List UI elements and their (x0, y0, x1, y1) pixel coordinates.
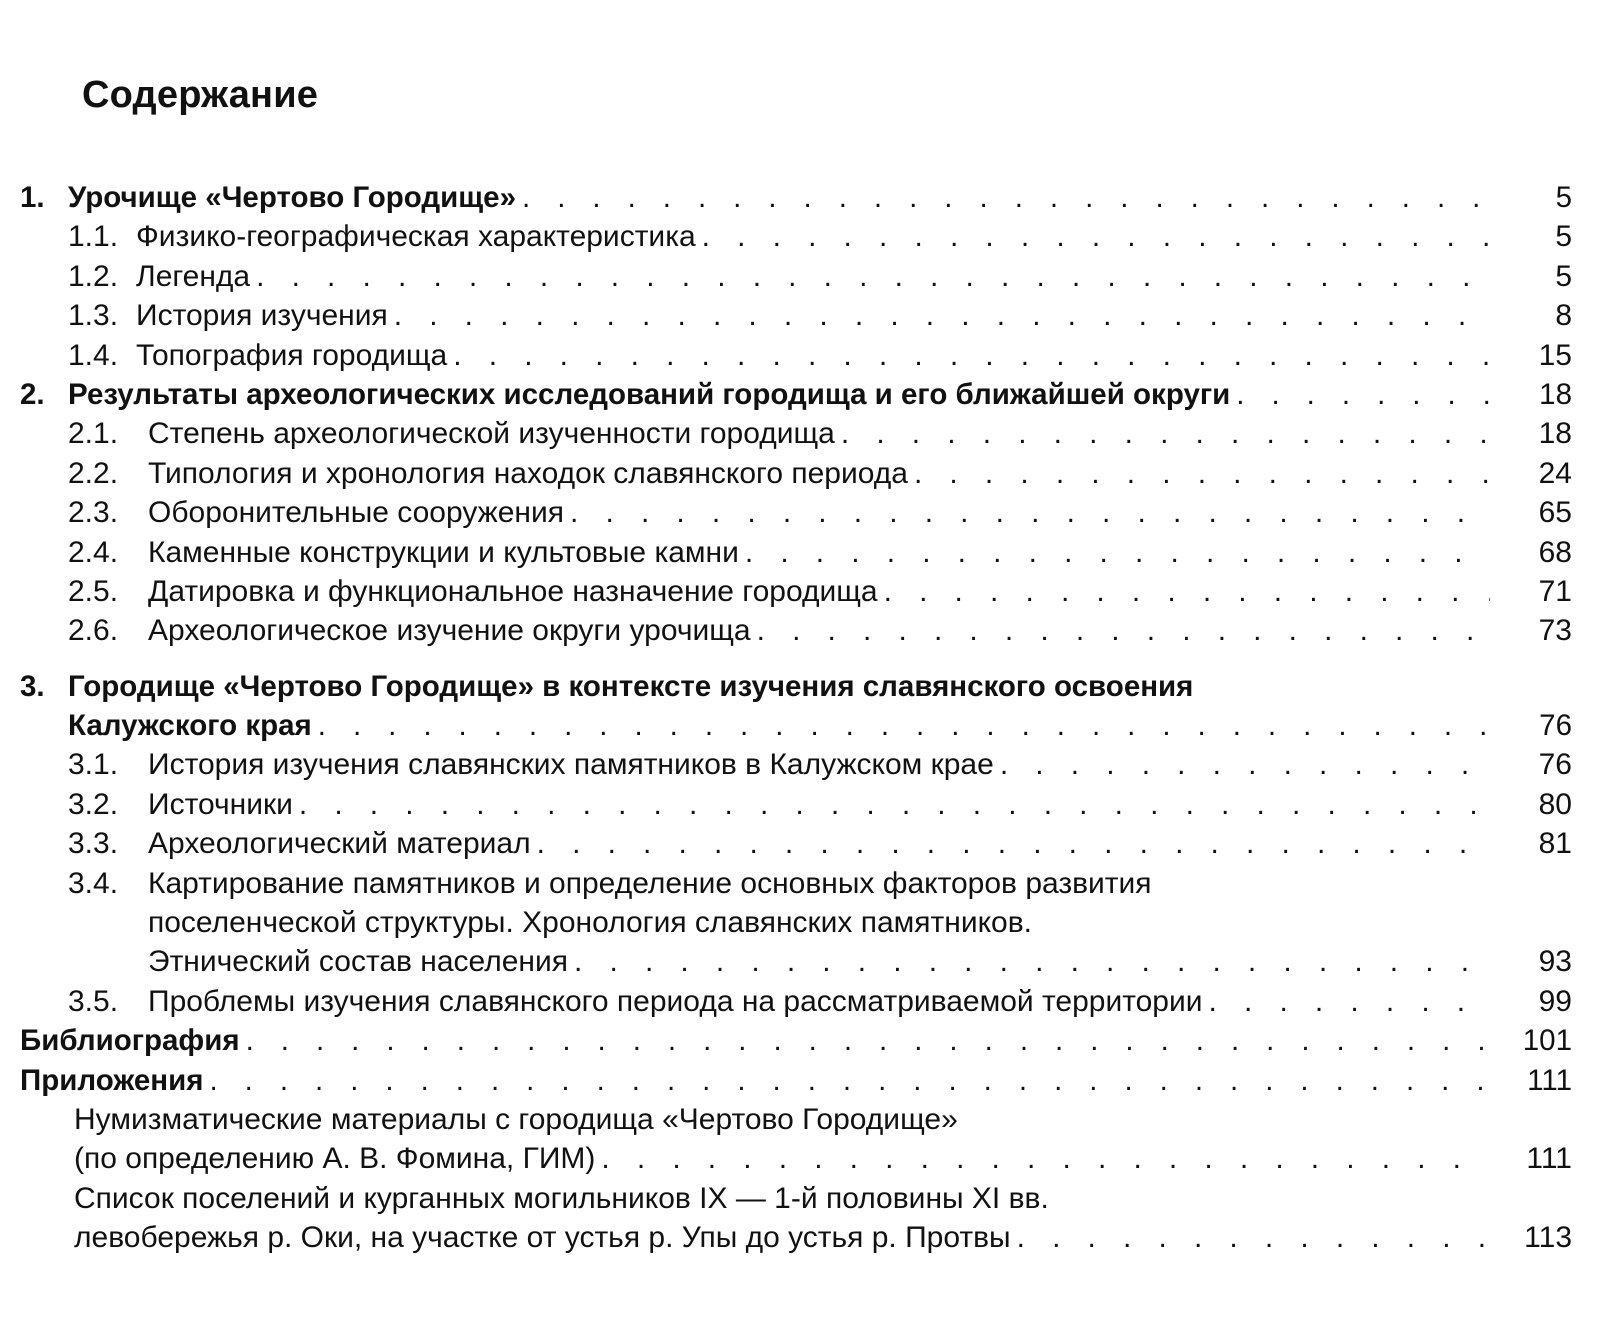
toc-entry-3-1[interactable] (0, 745, 1600, 784)
toc-page-number: 113 (1524, 1221, 1572, 1255)
toc-entry-title: История изучения (136, 299, 388, 333)
toc-page-number: 5 (1555, 181, 1572, 214)
toc-entry-bibliography[interactable] (0, 1021, 1600, 1060)
toc-entry-2-3[interactable] (0, 493, 1600, 532)
toc-page-number: 76 (1538, 748, 1572, 782)
toc-entry-number: 2.1. (68, 417, 119, 451)
leader-dots (453, 336, 1490, 375)
toc-entry-1-3[interactable] (0, 296, 1600, 335)
toc-entry-title: Источники (148, 787, 293, 821)
toc-entry-title: Этнический состав населения (148, 945, 568, 979)
leader-dots (256, 257, 1490, 296)
toc-page-number: 93 (1538, 945, 1572, 979)
toc-entry-number: 3.2. (68, 787, 119, 821)
leader-dots (1236, 375, 1490, 414)
toc-page-number: 80 (1538, 787, 1572, 821)
toc-page-number: 18 (1539, 377, 1572, 411)
toc-page-number: 81 (1538, 827, 1572, 861)
toc-entry-1-2[interactable] (0, 257, 1600, 296)
leader-dots (1000, 745, 1490, 784)
toc-entry-title: (по определению А. В. Фомина, ГИМ) (74, 1142, 596, 1176)
leader-dots (1017, 1218, 1490, 1257)
leader-dots (570, 493, 1490, 532)
toc-entry-title: Оборонительные сооружения (148, 496, 564, 530)
toc-entry-title: Список поселений и курганных могильников IX — 1-й половины XI вв. (74, 1181, 1049, 1215)
toc-entry-3-3[interactable] (0, 824, 1600, 863)
toc-page-number: 111 (1527, 1063, 1572, 1097)
toc-entry-3-4[interactable] (0, 942, 1600, 981)
toc-entry-number: 1.3. (68, 299, 119, 333)
leader-dots (394, 296, 1490, 335)
toc-entry-number: 2.6. (68, 614, 119, 648)
leader-dots (209, 1061, 1490, 1100)
toc-page-number: 101 (1522, 1024, 1572, 1058)
toc-entry-number: 2.2. (68, 456, 119, 490)
page-title: Содержание (82, 74, 319, 116)
toc-page-number: 71 (1538, 574, 1572, 608)
toc-entry-title: Городище «Чертово Городище» в контексте изучения славянского освоения (68, 669, 1194, 703)
toc-page-number: 15 (1538, 338, 1572, 372)
leader-dots (246, 1021, 1490, 1060)
toc-entry-1-1[interactable] (0, 217, 1600, 256)
toc-entry-number: 2.3. (68, 496, 119, 530)
toc-page-number: 24 (1538, 456, 1572, 490)
toc-entry-title: левобережья р. Оки, на участке от устья р. Упы до устья р. Протвы (74, 1221, 1011, 1255)
toc-entry-title: Физико-географическая характеристика (136, 220, 696, 254)
toc-entry-number: 2.4. (68, 535, 119, 569)
toc-entry-number: 3.5. (68, 984, 119, 1018)
leader-dots (757, 611, 1490, 650)
toc-entry-title: Топография городища (136, 338, 448, 372)
toc-page-number: 111 (1526, 1142, 1572, 1176)
toc-page-number: 65 (1538, 496, 1572, 530)
toc-entry-title: Картирование памятников и определение основных факторов развития (148, 866, 1152, 900)
toc-entry-1-4[interactable] (0, 336, 1600, 375)
toc-entry-appendix-1-line1[interactable] (0, 1100, 1600, 1139)
leader-dots (745, 533, 1490, 572)
toc-entry-number: 3. (20, 669, 45, 703)
toc-entry-title: Результаты археологических исследований городища и его ближайшей округи (68, 377, 1231, 411)
toc-entry-title: Урочище «Чертово Городище» (68, 181, 516, 214)
toc-entry-number: 3.3. (68, 827, 119, 861)
toc-entry-title: Археологическое изучение округи урочища (148, 614, 751, 648)
leader-dots (841, 414, 1490, 453)
toc-page-number: 5 (1555, 220, 1572, 254)
toc-entry-title: Библиография (20, 1024, 240, 1058)
toc-entry-3-4-line1[interactable] (0, 864, 1600, 903)
toc-entry-number: 1.2. (68, 259, 119, 293)
toc-entry-title: Проблемы изучения славянского периода на рассматриваемой территории (148, 984, 1203, 1018)
toc-entry-1[interactable] (0, 178, 1600, 217)
leader-dots (299, 785, 1490, 824)
toc-entry-title: Легенда (136, 259, 251, 293)
toc-entry-title: Типология и хронология находок славянского периода (148, 456, 908, 490)
toc-page-number: 8 (1555, 299, 1572, 333)
toc-page-number: 73 (1538, 614, 1572, 648)
toc-entry-2-4[interactable] (0, 533, 1600, 572)
toc-page-number: 5 (1555, 259, 1572, 293)
toc-entry-number: 1. (20, 181, 45, 214)
toc-entry-title: Датировка и функциональное назначение городища (148, 574, 878, 608)
toc-entry-appendices[interactable] (0, 1061, 1600, 1100)
toc-page-number: 99 (1538, 984, 1572, 1018)
toc-entry-number: 3.4. (68, 866, 119, 900)
toc-entry-title: Степень археологической изученности городища (148, 417, 835, 451)
toc-entry-title: Приложения (20, 1063, 204, 1097)
toc-entry-3-4-line2[interactable] (0, 903, 1600, 942)
toc-page-number: 68 (1538, 535, 1572, 569)
leader-dots (522, 178, 1490, 217)
toc-entry-appendix-1[interactable] (0, 1139, 1600, 1178)
leader-dots (574, 942, 1490, 981)
leader-dots (884, 572, 1490, 611)
leader-dots (914, 454, 1490, 493)
toc-entry-title: Каменные конструкции и культовые камни (148, 535, 739, 569)
toc-entry-2-5[interactable] (0, 572, 1600, 611)
toc-entry-number: 1.1. (68, 220, 119, 254)
toc-entry-3[interactable] (0, 706, 1600, 745)
toc-entry-title: Калужского края (68, 709, 312, 743)
toc-entry-number: 2. (20, 377, 45, 411)
toc-entry-2[interactable] (0, 375, 1600, 414)
table-of-contents (0, 178, 1600, 1258)
toc-entry-3-2[interactable] (0, 785, 1600, 824)
toc-entry-number: 2.5. (68, 574, 119, 608)
toc-entry-number: 3.1. (68, 748, 119, 782)
toc-entry-appendix-2-line1[interactable] (0, 1179, 1600, 1218)
toc-entry-number: 1.4. (68, 338, 119, 372)
toc-entry-3-line1[interactable] (0, 667, 1600, 706)
toc-entry-title: Археологический материал (148, 827, 531, 861)
toc-entry-2-2[interactable] (0, 454, 1600, 493)
leader-dots (1209, 982, 1490, 1021)
leader-dots (318, 706, 1490, 745)
toc-entry-3-5[interactable] (0, 982, 1600, 1021)
leader-dots (537, 824, 1490, 863)
leader-dots (702, 217, 1490, 256)
toc-entry-title: поселенческой структуры. Хронология славянских памятников. (148, 906, 1033, 940)
toc-entry-2-6[interactable] (0, 611, 1600, 650)
toc-entry-title: История изучения славянских памятников в Калужском крае (148, 748, 994, 782)
toc-page-number: 18 (1538, 417, 1572, 451)
toc-entry-title: Нумизматические материалы с городища «Чертово Городище» (74, 1102, 958, 1136)
leader-dots (601, 1139, 1490, 1178)
toc-entry-2-1[interactable] (0, 414, 1600, 453)
toc-page-number: 76 (1539, 709, 1572, 743)
toc-entry-appendix-2[interactable] (0, 1218, 1600, 1257)
